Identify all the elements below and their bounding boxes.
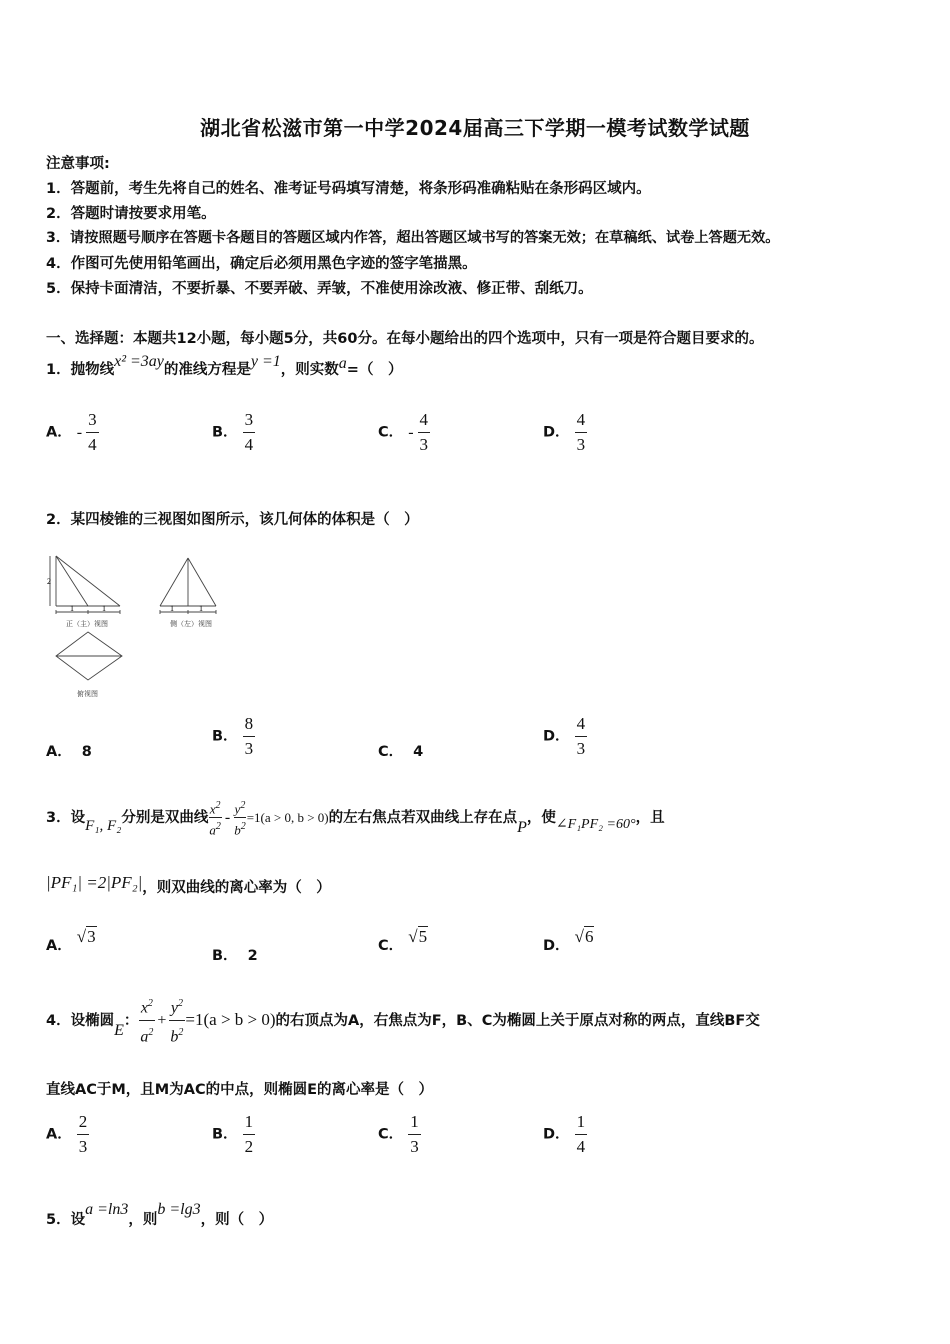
top-view-label: 俯视图 [77,690,98,698]
radicand: 5 [418,927,428,946]
q3-angle: ∠F₁PF₂ =60° [555,816,636,832]
option-fraction [77,1112,90,1157]
option-root: √3 [76,927,96,946]
option-value: 4 [413,744,424,760]
q1-option-b[interactable] [212,410,255,455]
q2-option-c[interactable] [378,740,423,761]
q3-frac-x: $\frac{x^2}{a^2}$ [209,800,221,838]
option-fraction [243,714,256,759]
q4-cond: =1(a > b > 0) [185,1009,276,1029]
q4-frac-x: $\frac{x^2}{a^2}$ [138,994,155,1048]
q4-text1: 的右顶点为A，右焦点为F，B、C为椭圆上关于原点对称的两点，直线BF交 [275,1012,760,1029]
question-4: 4．设椭圆E： $\frac{x^2}{a^2}$ + $\frac{y^2}{b^2}$ =1(a > b > 0)的右顶点为A，右焦点为F，B、C为椭圆上关于原点对称的两点，直线BF交 [46,994,760,1048]
option-label: C． [378,424,404,441]
q1-option-d[interactable] [543,410,587,455]
q3-line2-expr: |PF₁| =2|PF₂| [46,873,143,892]
option-label: D． [543,424,570,441]
option-root: √5 [408,927,428,946]
radicand: 6 [584,927,594,946]
q3-mid: 分别是双曲线 [121,809,209,826]
option-label: B． [212,948,238,964]
q3-end: ，且 [635,809,665,826]
q4-colon: ： [123,1012,139,1029]
q3-cond: =1(a > 0, b > 0) [246,809,329,825]
top-view [56,632,122,680]
denominator: 3 [78,1137,88,1156]
q5-prefix: 5．设 [46,1212,86,1228]
q4-prefix: 4．设椭圆 [46,1012,115,1029]
notice-item-4: 4．作图可先使用铅笔画出，确定后必须用黑色字迹的签字笔描黑。 [46,256,477,272]
question-3: 3．设F₁, F₂分别是双曲线 $\frac{x^2}{a^2}$ - $\frac{y^2}{b^2}$ =1(a > 0, b > 0)的左右焦点若双曲线上存在点P，使∠F₁PF₂ =60°，且 [46,800,665,838]
option-label: C． [378,744,404,760]
option-fraction [575,714,588,759]
numerator: 1 [408,1112,421,1135]
option-root: √6 [574,927,594,946]
dim-height: 2 [47,577,51,586]
radicand: 3 [87,927,96,946]
numerator: 3 [86,410,99,433]
question-5 [46,1201,274,1229]
dim-front-1: 1 [70,604,74,613]
q1-mid: 的准线方程是 [163,362,251,378]
numerator: 3 [243,410,256,433]
q4-option-a[interactable] [46,1112,89,1157]
denominator: 3 [576,739,586,758]
option-label: A． [46,744,72,760]
q2-option-b[interactable] [212,714,255,759]
dim-side-1: 1 [170,604,174,613]
front-view [50,556,120,614]
dim-front-2: 1 [102,604,106,613]
option-label: D． [543,938,570,954]
q1-option-c[interactable] [378,410,430,455]
denominator: 2 [244,1137,254,1156]
q3-option-a[interactable] [46,927,97,955]
q2-option-d[interactable] [543,714,587,759]
notice-item-2: 2．答题时请按要求用笔。 [46,206,216,222]
q3-option-d[interactable] [543,927,594,955]
option-value: 2 [247,948,258,964]
q3-option-b[interactable] [212,944,258,965]
page-title: 湖北省松滋市第一中学2024届高三下学期一模考试数学试题 [200,116,750,140]
numerator: 8 [243,714,256,737]
q5-b-expr: b =lg3 [157,1201,201,1218]
option-label: B． [212,1126,238,1143]
option-sign: - [408,423,414,441]
denominator: 3 [244,739,254,758]
numerator: 1 [575,1112,588,1135]
option-label: A． [46,938,72,954]
q4-name: E [114,1021,124,1039]
numerator: 1 [243,1112,256,1135]
dim-side-2: 1 [199,604,203,613]
notice-item-5: 5．保持卡面清洁，不要折暴、不要弄破、弄皱，不准使用涂改液、修正带、刮纸刀。 [46,281,593,297]
option-label: A． [46,1126,72,1143]
notice-heading: 注意事项: [46,156,110,172]
denominator: 4 [576,1137,586,1156]
denominator: 4 [88,435,97,454]
question-3-line2 [46,873,331,897]
q1-prefix: 1．抛物线 [46,362,115,378]
q5-mid: ，则 [128,1212,158,1228]
q3-prefix: 3．设 [46,809,86,826]
q3-option-c[interactable] [378,927,428,955]
denominator: 3 [419,435,429,454]
option-label: C． [378,1126,404,1143]
option-fraction [575,410,588,455]
option-fraction [243,1112,256,1157]
q4-option-d[interactable] [543,1112,587,1157]
q1-suffix: =（ ） [346,362,403,378]
q3-foci: F₁, F₂ [85,817,122,834]
notice-item-3: 3．请按照题号顺序在答题卡各题目的答题区域内作答，超出答题区域书写的答案无效；在草稿纸、试卷上答题无效。 [46,230,780,246]
q4-option-b[interactable] [212,1112,255,1157]
option-fraction [575,1112,588,1157]
option-value: 8 [81,744,92,760]
q4-option-c[interactable] [378,1112,421,1157]
q3-mid2: 的左右焦点若双曲线上存在点 [328,809,518,826]
option-label: C． [378,938,404,954]
option-fraction [243,410,256,455]
option-label: A． [46,424,72,441]
q4-frac-y: $\frac{y^2}{b^2}$ [168,994,185,1048]
denominator: 3 [410,1137,419,1156]
section-heading: 一、选择题：本题共12小题，每小题5分，共60分。在每小题给出的四个选项中，只有一项是符合题目要求的。 [46,331,764,347]
q1-mid2: ，则实数 [280,362,339,378]
option-label: B． [212,424,238,441]
q1-var: a [338,355,347,372]
three-view-figure [40,550,240,702]
option-fraction [86,410,99,455]
option-label: B． [212,728,238,745]
question-2: 2．某四棱锥的三视图如图所示，该几何体的体积是（ ） [46,512,419,528]
option-label: D． [543,1126,570,1143]
numerator: 4 [575,410,588,433]
q1-expr: x² =3ay [114,353,164,370]
q2-option-a[interactable] [46,740,92,761]
q3-point: P [517,818,527,836]
denominator: 4 [244,435,254,454]
question-4-line2: 直线AC于M，且M为AC的中点，则椭圆E的离心率是（ ） [46,1082,433,1098]
q5-suffix: ，则（ ） [200,1212,274,1228]
side-view-label: 侧（左）视图 [170,620,212,628]
q1-expr2: y =1 [250,353,281,370]
numerator: 4 [418,410,431,433]
side-view [160,558,216,614]
denominator: 3 [576,435,586,454]
numerator: 4 [575,714,588,737]
option-fraction [408,1112,421,1157]
q3-frac-y: $\frac{y^2}{b^2}$ [234,800,246,838]
question-1 [46,353,403,379]
q3-mid3: ，使 [526,809,556,826]
q5-a-expr: a =ln3 [85,1201,129,1218]
numerator: 2 [77,1112,90,1135]
notice-item-1: 1．答题前，考生先将自己的姓名、准考证号码填写清楚，将条形码准确粘贴在条形码区域内。 [46,181,651,197]
option-sign: - [76,423,83,441]
q1-option-a[interactable] [46,410,99,455]
option-fraction [418,410,431,455]
option-label: D． [543,728,570,745]
q3-line2-text: ，则双曲线的离心率为（ ） [142,880,331,896]
front-view-label: 正（主）视图 [66,620,108,628]
